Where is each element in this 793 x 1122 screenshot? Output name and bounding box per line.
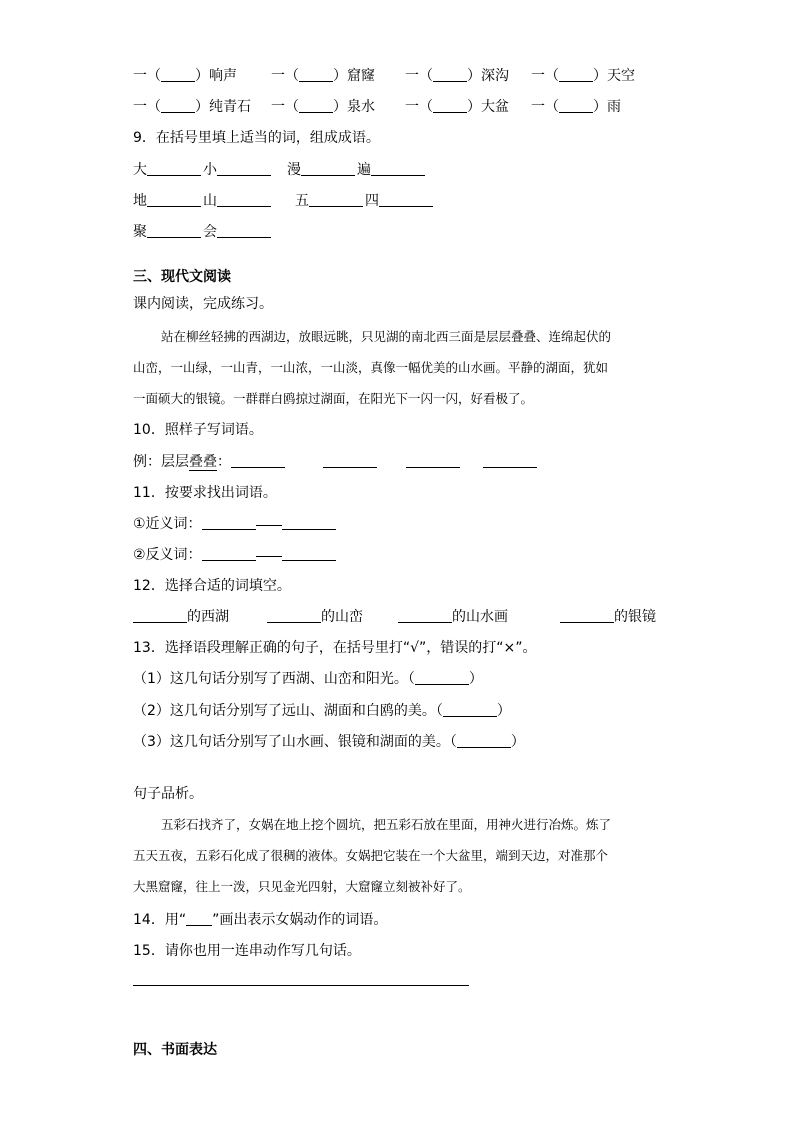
fill-item: 一（ ）响声: [133, 68, 237, 84]
answer-blank[interactable]: [559, 66, 593, 82]
question-15: 15．请你也用一连串动作写几句话。: [133, 943, 361, 959]
idiom-row-1: 大 小 漫 遍: [133, 160, 453, 180]
reading-intro: 课内阅读，完成练习。: [133, 296, 273, 312]
question-14: 14．用“ ”画出表示女娲动作的词语。: [133, 912, 388, 928]
fill-item: 一（ ）天空: [531, 68, 635, 84]
answer-blank[interactable]: [133, 607, 187, 623]
question-11: 11．按要求找出词语。: [133, 485, 277, 501]
answer-blank[interactable]: [161, 66, 195, 82]
answer-blank[interactable]: [309, 191, 363, 207]
writing-line[interactable]: [133, 985, 469, 986]
answer-blank[interactable]: [231, 452, 285, 468]
answer-blank[interactable]: [267, 607, 321, 623]
q10-example-row: 例：层层叠叠：: [133, 452, 553, 472]
answer-blank[interactable]: [217, 222, 271, 238]
answer-blank[interactable]: [371, 160, 425, 176]
answer-blank[interactable]: [433, 97, 467, 113]
part2-title: 句子品析。: [133, 786, 203, 802]
q13-item: （1）这几句话分别写了西湖、山峦和阳光。（ ）: [133, 671, 483, 687]
answer-blank[interactable]: [299, 97, 333, 113]
passage-line: 山峦，一山绿，一山青，一山浓，一山淡，真像一幅优美的山水画。平静的湖面，犹如: [133, 360, 609, 375]
question-9: 9．在括号里填上适当的词，组成成语。: [133, 130, 380, 146]
q12-row: 的西湖 的山峦 的山水画 的银镜: [133, 607, 693, 627]
fill-item: 一（ ）纯青石: [133, 99, 251, 115]
fill-item: 一（ ）雨: [531, 99, 621, 115]
fill-item: 一（ ）大盆: [405, 99, 509, 115]
answer-blank[interactable]: [217, 160, 271, 176]
underline-sample: [186, 910, 212, 926]
answer-blank[interactable]: [202, 514, 256, 530]
fill-row-1: [133, 66, 753, 86]
idiom-row-2: 地 山 五 四: [133, 191, 453, 211]
answer-blank[interactable]: [443, 701, 497, 717]
idiom-row-3: 聚 会: [133, 222, 453, 242]
passage-line: 站在柳丝轻拂的西湖边，放眼远眺，只见湖的南北西三面是层层叠叠、连绵起伏的: [161, 329, 612, 344]
q13-item: （2）这几句话分别写了远山、湖面和白鸥的美。（ ）: [133, 703, 511, 719]
answer-blank[interactable]: [483, 452, 537, 468]
question-13: 13．选择语段理解正确的句子，在括号里打“√”，错误的打“×”。: [133, 640, 537, 656]
answer-blank[interactable]: [161, 97, 195, 113]
answer-blank[interactable]: [217, 191, 271, 207]
question-10: 10．照样子写词语。: [133, 422, 263, 438]
antonym-row: ②反义词：: [133, 545, 336, 565]
fill-item: 一（ ）泉水: [271, 99, 375, 115]
answer-blank[interactable]: [323, 452, 377, 468]
connector-dash: [256, 546, 282, 557]
answer-blank[interactable]: [147, 160, 201, 176]
passage-line: 一面硕大的银镜。一群群白鸥掠过湖面，在阳光下一闪一闪，好看极了。: [133, 391, 534, 406]
answer-blank[interactable]: [406, 452, 460, 468]
fill-item: 一（ ）深沟: [405, 68, 509, 84]
answer-blank[interactable]: [457, 732, 511, 748]
example-word: 叠叠: [189, 454, 217, 470]
answer-blank[interactable]: [202, 545, 256, 561]
answer-blank[interactable]: [415, 669, 469, 685]
section-4-title: 四、书面表达: [133, 1042, 217, 1058]
answer-blank[interactable]: [559, 97, 593, 113]
question-12: 12．选择合适的词填空。: [133, 578, 291, 594]
answer-blank[interactable]: [398, 607, 452, 623]
answer-blank[interactable]: [147, 191, 201, 207]
fill-item: 一（ ）窟窿: [271, 68, 375, 84]
q13-item: （3）这几句话分别写了山水画、银镜和湖面的美。（ ）: [133, 734, 525, 750]
answer-blank[interactable]: [282, 514, 336, 530]
answer-blank[interactable]: [433, 66, 467, 82]
answer-blank[interactable]: [147, 222, 201, 238]
answer-blank[interactable]: [299, 66, 333, 82]
connector-dash: [256, 515, 282, 526]
synonym-row: ①近义词：: [133, 514, 336, 534]
passage2-line: 大黑窟窿，往上一泼，只见金光四射，大窟窿立刻被补好了。: [133, 879, 471, 894]
fill-row-2: [133, 97, 753, 117]
answer-blank[interactable]: [379, 191, 433, 207]
answer-blank[interactable]: [301, 160, 355, 176]
section-3-title: 三、现代文阅读: [133, 269, 231, 285]
answer-blank[interactable]: [560, 607, 614, 623]
passage2-line: 五彩石找齐了，女娲在地上挖个圆坑，把五彩石放在里面，用神火进行冶炼。炼了: [161, 817, 612, 832]
answer-blank[interactable]: [282, 545, 336, 561]
passage2-line: 五天五夜，五彩石化成了很稠的液体。女娲把它装在一个大盆里，端到天边，对准那个: [133, 848, 609, 863]
